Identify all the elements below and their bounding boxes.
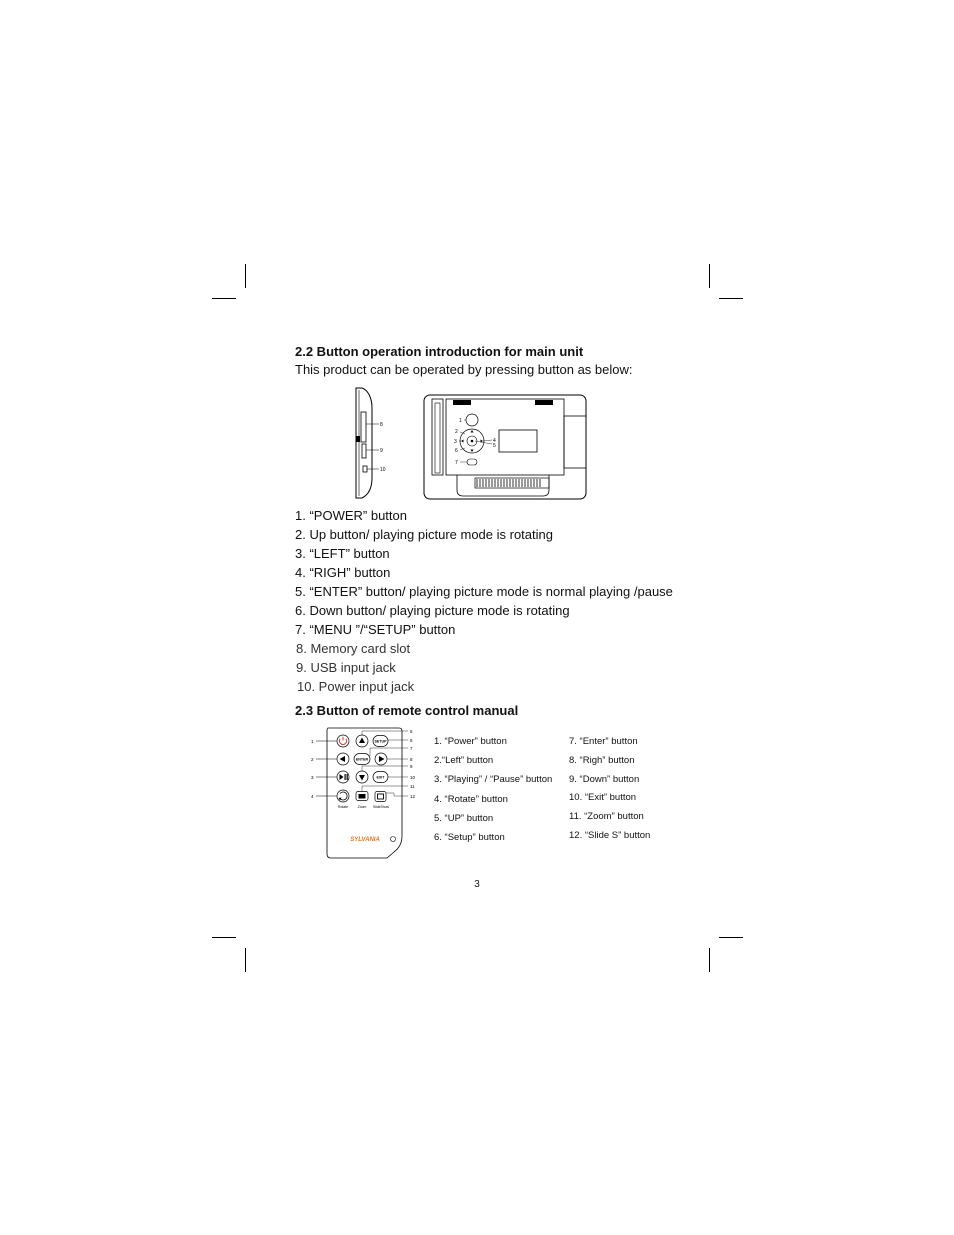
crop-mark [212, 298, 236, 299]
remote-callout-8: 8 [410, 757, 413, 762]
remote-callout-5: 5 [410, 729, 413, 734]
section-title-remote: 2.3 Button of remote control manual [295, 703, 519, 718]
list-item: 3. “LEFT” button [295, 546, 390, 561]
callout-5: 5 [493, 443, 496, 449]
list-item: 1. “Power” button [434, 736, 507, 747]
main-unit-button-list [295, 506, 673, 696]
list-item: 4. “Rotate” button [434, 793, 508, 805]
callout-6: 6 [455, 448, 458, 454]
callout-10: 10 [380, 467, 386, 473]
up-arrow-icon [359, 738, 365, 744]
remote-control-diagram [308, 726, 420, 860]
main-unit-back-view [423, 394, 587, 500]
list-item: 11. “Zoom” button [569, 811, 644, 823]
section-title-main-unit: 2.2 Button operation introduction for main unit [295, 344, 584, 359]
remote-callout-11: 11 [410, 784, 415, 789]
crop-mark [245, 948, 246, 972]
list-item: 8. “Righ” button [569, 754, 635, 766]
list-item: 10. “Exit” button [569, 792, 637, 804]
crop-mark [245, 264, 246, 288]
list-item: 6. Down button/ playing picture mode is rotating [295, 603, 570, 618]
zoom-icon [359, 794, 366, 799]
section-intro: This product can be operated by pressing button as below: [295, 362, 633, 377]
list-item: 4. “RIGH” button [295, 565, 391, 580]
remote-callout-9: 9 [410, 764, 413, 769]
list-item: 9. USB input jack [296, 660, 396, 675]
remote-callout-4: 4 [311, 794, 314, 799]
remote-zoom-label: Zoom [357, 805, 367, 809]
right-arrow-icon [379, 756, 385, 762]
crop-mark [212, 937, 236, 938]
callout-9: 9 [380, 448, 383, 454]
remote-button-list-left [434, 735, 552, 850]
crop-mark [709, 264, 710, 288]
page-number: 3 [474, 879, 480, 890]
list-item: 6. “Setup” button [434, 831, 505, 843]
list-item: 7. “Enter” button [569, 736, 638, 747]
remote-rotate-label: Rotate [338, 805, 348, 809]
list-item: 10. Power input jack [297, 679, 415, 694]
list-item: 2.“Left” button [434, 755, 494, 767]
callout-2: 2 [455, 429, 458, 435]
remote-callout-10: 10 [410, 775, 416, 780]
slideshow-icon [378, 794, 384, 799]
crop-mark [709, 948, 710, 972]
list-item: 1. “POWER” button [295, 508, 407, 523]
callout-1: 1 [459, 418, 462, 424]
remote-exit-label: EXIT [376, 775, 385, 780]
remote-callout-3: 3 [311, 775, 314, 780]
list-item: 3. “Playing” / “Pause” button [434, 774, 553, 786]
rotate-icon [340, 792, 347, 800]
callout-8: 8 [380, 422, 383, 428]
callout-4: 4 [493, 438, 496, 444]
callout-3: 3 [454, 439, 457, 445]
remote-enter-label: ENTER [355, 757, 369, 762]
remote-callout-2: 2 [311, 757, 314, 762]
remote-callout-6: 6 [410, 738, 413, 743]
remote-setup-label: SETUP [374, 739, 387, 744]
main-unit-side-view [348, 386, 393, 501]
remote-slideshow-label: SlideShow [372, 805, 390, 809]
remote-callout-12: 12 [410, 794, 416, 799]
list-item: 12. “Slide S” button [569, 829, 651, 841]
callout-7: 7 [455, 460, 458, 466]
remote-brand-logo: SYLVANIA [350, 837, 380, 843]
left-arrow-icon [340, 756, 346, 762]
list-item: 5. “UP” button [434, 812, 494, 824]
list-item: 5. “ENTER” button/ playing picture mode is normal playing /pause [295, 584, 673, 599]
down-arrow-icon [359, 775, 365, 781]
list-item: 9. “Down” button [569, 773, 640, 785]
list-item: 8. Memory card slot [296, 641, 411, 656]
crop-mark [719, 298, 743, 299]
list-item: 2. Up button/ playing picture mode is rotating [295, 527, 553, 542]
remote-callout-7: 7 [410, 746, 413, 751]
remote-callout-1: 1 [311, 739, 314, 744]
remote-button-list-right [569, 735, 650, 848]
crop-mark [719, 937, 743, 938]
list-item: 7. “MENU ”/“SETUP” button [295, 622, 456, 637]
play-pause-icon [340, 774, 344, 780]
